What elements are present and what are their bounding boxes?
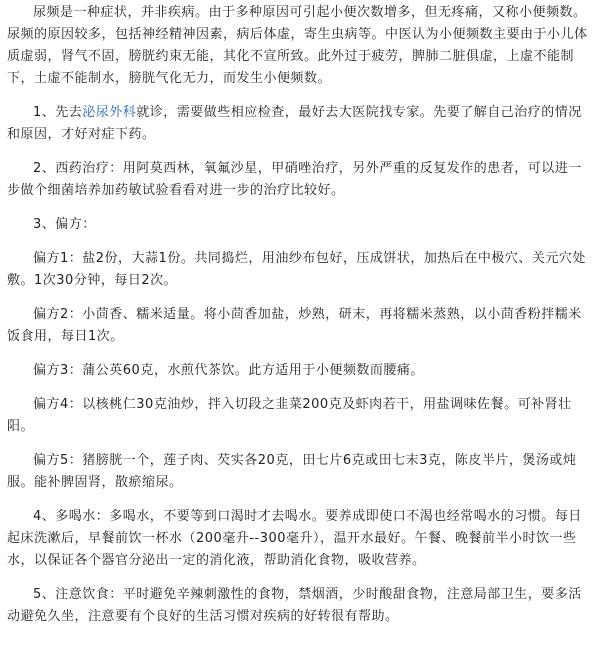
step-1-paragraph [7,102,592,146]
remedy-1-paragraph: 偏方1：盐2份，大蒜1份。共同捣烂，用油纱布包好，压成饼状，加热后在中极穴、关元穴处敷。1次30分钟，每日2次。 [7,251,586,288]
step-2-paragraph: 2、西药治疗：用阿莫西林，氧氟沙星，甲硝唑治疗，另外严重的反复发作的患者，可以进一步做个细菌培养加药敏试验看看对进一步的治疗比较好。 [7,161,582,198]
intro-paragraph: 尿频是一种症状，并非疾病。由于多种原因可引起小便次数增多，但无疼痛，又称小便频数。尿频的原因较多，包括神经精神因素，病后体虚，寄生虫病等。中医认为小便频数主要由于小儿体质虚弱，肾气不固，膀胱约束无能，其化不宣所致。此外过于疲劳，脾肺二脏俱虚，上虚不能制下，土虚不能制水，膀胱气化无力，而发生小便频数。 [7,5,588,86]
step-4-paragraph: 4、多喝水：多喝水，不要等到口渴时才去喝水。要养成即使口不渴也经常喝水的习惯。每日起床洗漱后，早餐前饮一杯水（200毫升--300毫升），温开水最好。午餐、晚餐前半小时饮一些水，以保证各个器官分泌出一定的消化液，帮助消化食物，吸收营养。 [7,509,582,568]
step-1-text-after: 就诊，需要做些相应检查，最好去大医院找专家。先要了解自己治疗的情况和原因，才好对症下药。 [7,105,582,142]
remedy-3-paragraph: 偏方3：蒲公英60克，水煎代茶饮。此方适用于小便频数而腰痛。 [33,363,424,378]
step-5-paragraph: 5、注意饮食：平时避免辛辣刺激性的食物，禁烟酒，少时酸甜食物，注意局部卫生，要多活动避免久坐，注意要有个良好的生活习惯对疾病的好转很有帮助。 [7,587,582,624]
remedy-5-paragraph: 偏方5：猪膀胱一个，莲子肉、芡实各20克，田七片6克或田七末3克，陈皮半片，煲汤或炖服。能补脾固肾，散瘀缩尿。 [7,453,577,490]
urology-link[interactable]: 泌尿外科 [82,105,137,120]
remedy-4-paragraph: 偏方4：以核桃仁30克油炒，拌入切段之韭菜200克及虾肉若干，用盐调味佐餐。可补肾壮阳。 [7,397,572,434]
step-1-text-before: 1、先去 [33,105,83,120]
remedy-2-paragraph: 偏方2：小茴香、糯米适量。将小茴香加盐，炒熟，研末，再将糯米蒸熟，以小茴香粉拌糯米饭食用，每日1次。 [7,307,582,344]
step-3-heading: 3、偏方： [33,217,96,232]
